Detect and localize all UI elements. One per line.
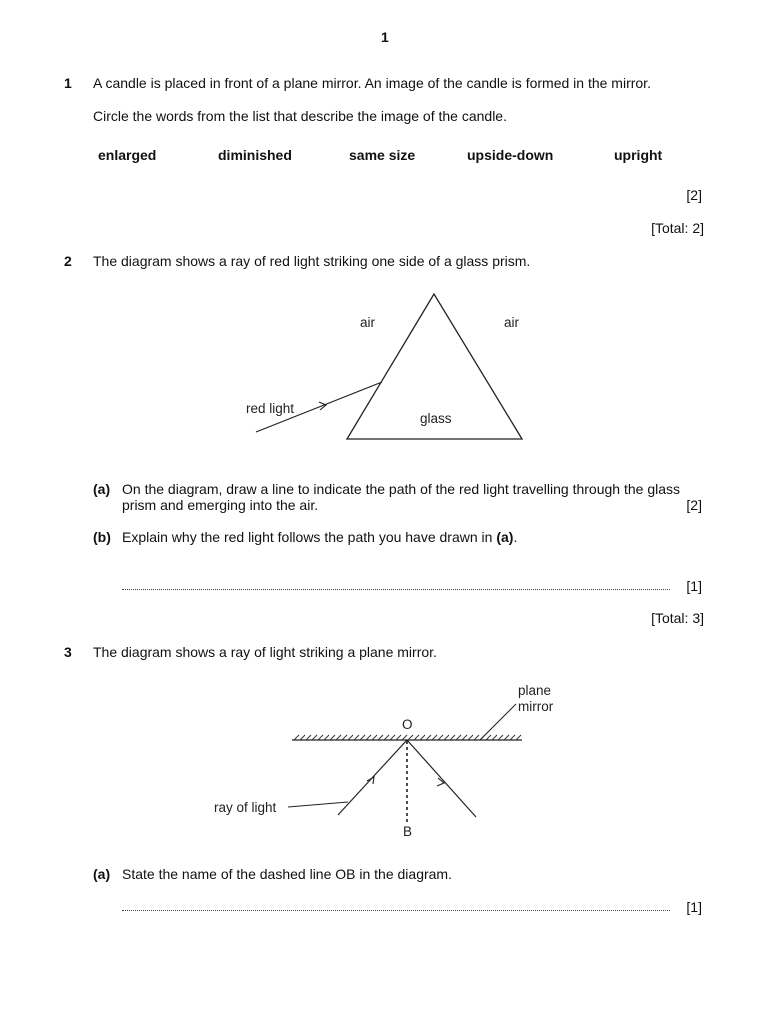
mirror-label-leader: [480, 704, 516, 740]
question-2-number: 2: [64, 253, 72, 269]
question-3-number: 3: [64, 644, 72, 660]
question-1-marks: [2]: [686, 187, 702, 203]
reflected-ray: [407, 740, 476, 817]
glass-label: glass: [420, 411, 452, 426]
part-3a-text: State the name of the dashed line OB in the diagram.: [122, 866, 452, 882]
option-upside-down[interactable]: upside-down: [467, 147, 554, 163]
option-diminished[interactable]: diminished: [218, 147, 292, 163]
point-b-label: B: [403, 824, 413, 839]
question-1-number: 1: [64, 75, 72, 91]
ray-label-leader: [288, 802, 348, 807]
page-number: 1: [381, 29, 389, 45]
part-2a-marks: [2]: [686, 497, 702, 513]
question-1-instruction: Circle the words from the list that describe the image of the candle.: [93, 108, 507, 124]
air-label-left: air: [360, 315, 376, 330]
part-2b-text-main: Explain why the red light follows the path you have drawn in: [122, 529, 493, 545]
mirror-label: mirror: [518, 699, 554, 714]
part-2a-label: (a): [93, 481, 111, 497]
option-same-size[interactable]: same size: [349, 147, 416, 163]
part-2b-end: .: [513, 529, 518, 545]
question-2-total: [Total: 3]: [651, 610, 704, 626]
mirror-hatching: [294, 735, 521, 740]
part-2b-label: (b): [93, 529, 111, 545]
answer-line-3a[interactable]: [122, 910, 670, 911]
question-2-text: The diagram shows a ray of red light striking one side of a glass prism.: [93, 253, 531, 269]
prism-diagram[interactable]: [0, 0, 768, 470]
reflected-arrow-icon: [437, 778, 444, 786]
part-2b-ref: (a): [496, 529, 514, 545]
part-2b-marks: [1]: [686, 578, 702, 594]
answer-line-2b[interactable]: [122, 589, 670, 590]
question-3-text: The diagram shows a ray of light striking a plane mirror.: [93, 644, 437, 660]
air-label-right: air: [504, 315, 520, 330]
mirror-diagram[interactable]: [0, 660, 768, 860]
option-enlarged[interactable]: enlarged: [98, 147, 157, 163]
question-1-total: [Total: 2]: [651, 220, 704, 236]
option-upright[interactable]: upright: [614, 147, 663, 163]
part-2a-text-line1: On the diagram, draw a line to indicate the path of the red light travelling through the glass: [122, 481, 681, 497]
ray-of-light-label: ray of light: [214, 800, 277, 815]
question-1-text: A candle is placed in front of a plane mirror. An image of the candle is formed in the mirror.: [93, 75, 651, 91]
part-2b-text: [122, 529, 517, 545]
part-3a-marks: [1]: [686, 899, 702, 915]
red-light-label: red light: [246, 401, 295, 416]
plane-label: plane: [518, 683, 552, 698]
part-3a-label: (a): [93, 866, 111, 882]
point-o-label: O: [402, 717, 413, 732]
part-2a-text-line2: prism and emerging into the air.: [122, 497, 319, 513]
